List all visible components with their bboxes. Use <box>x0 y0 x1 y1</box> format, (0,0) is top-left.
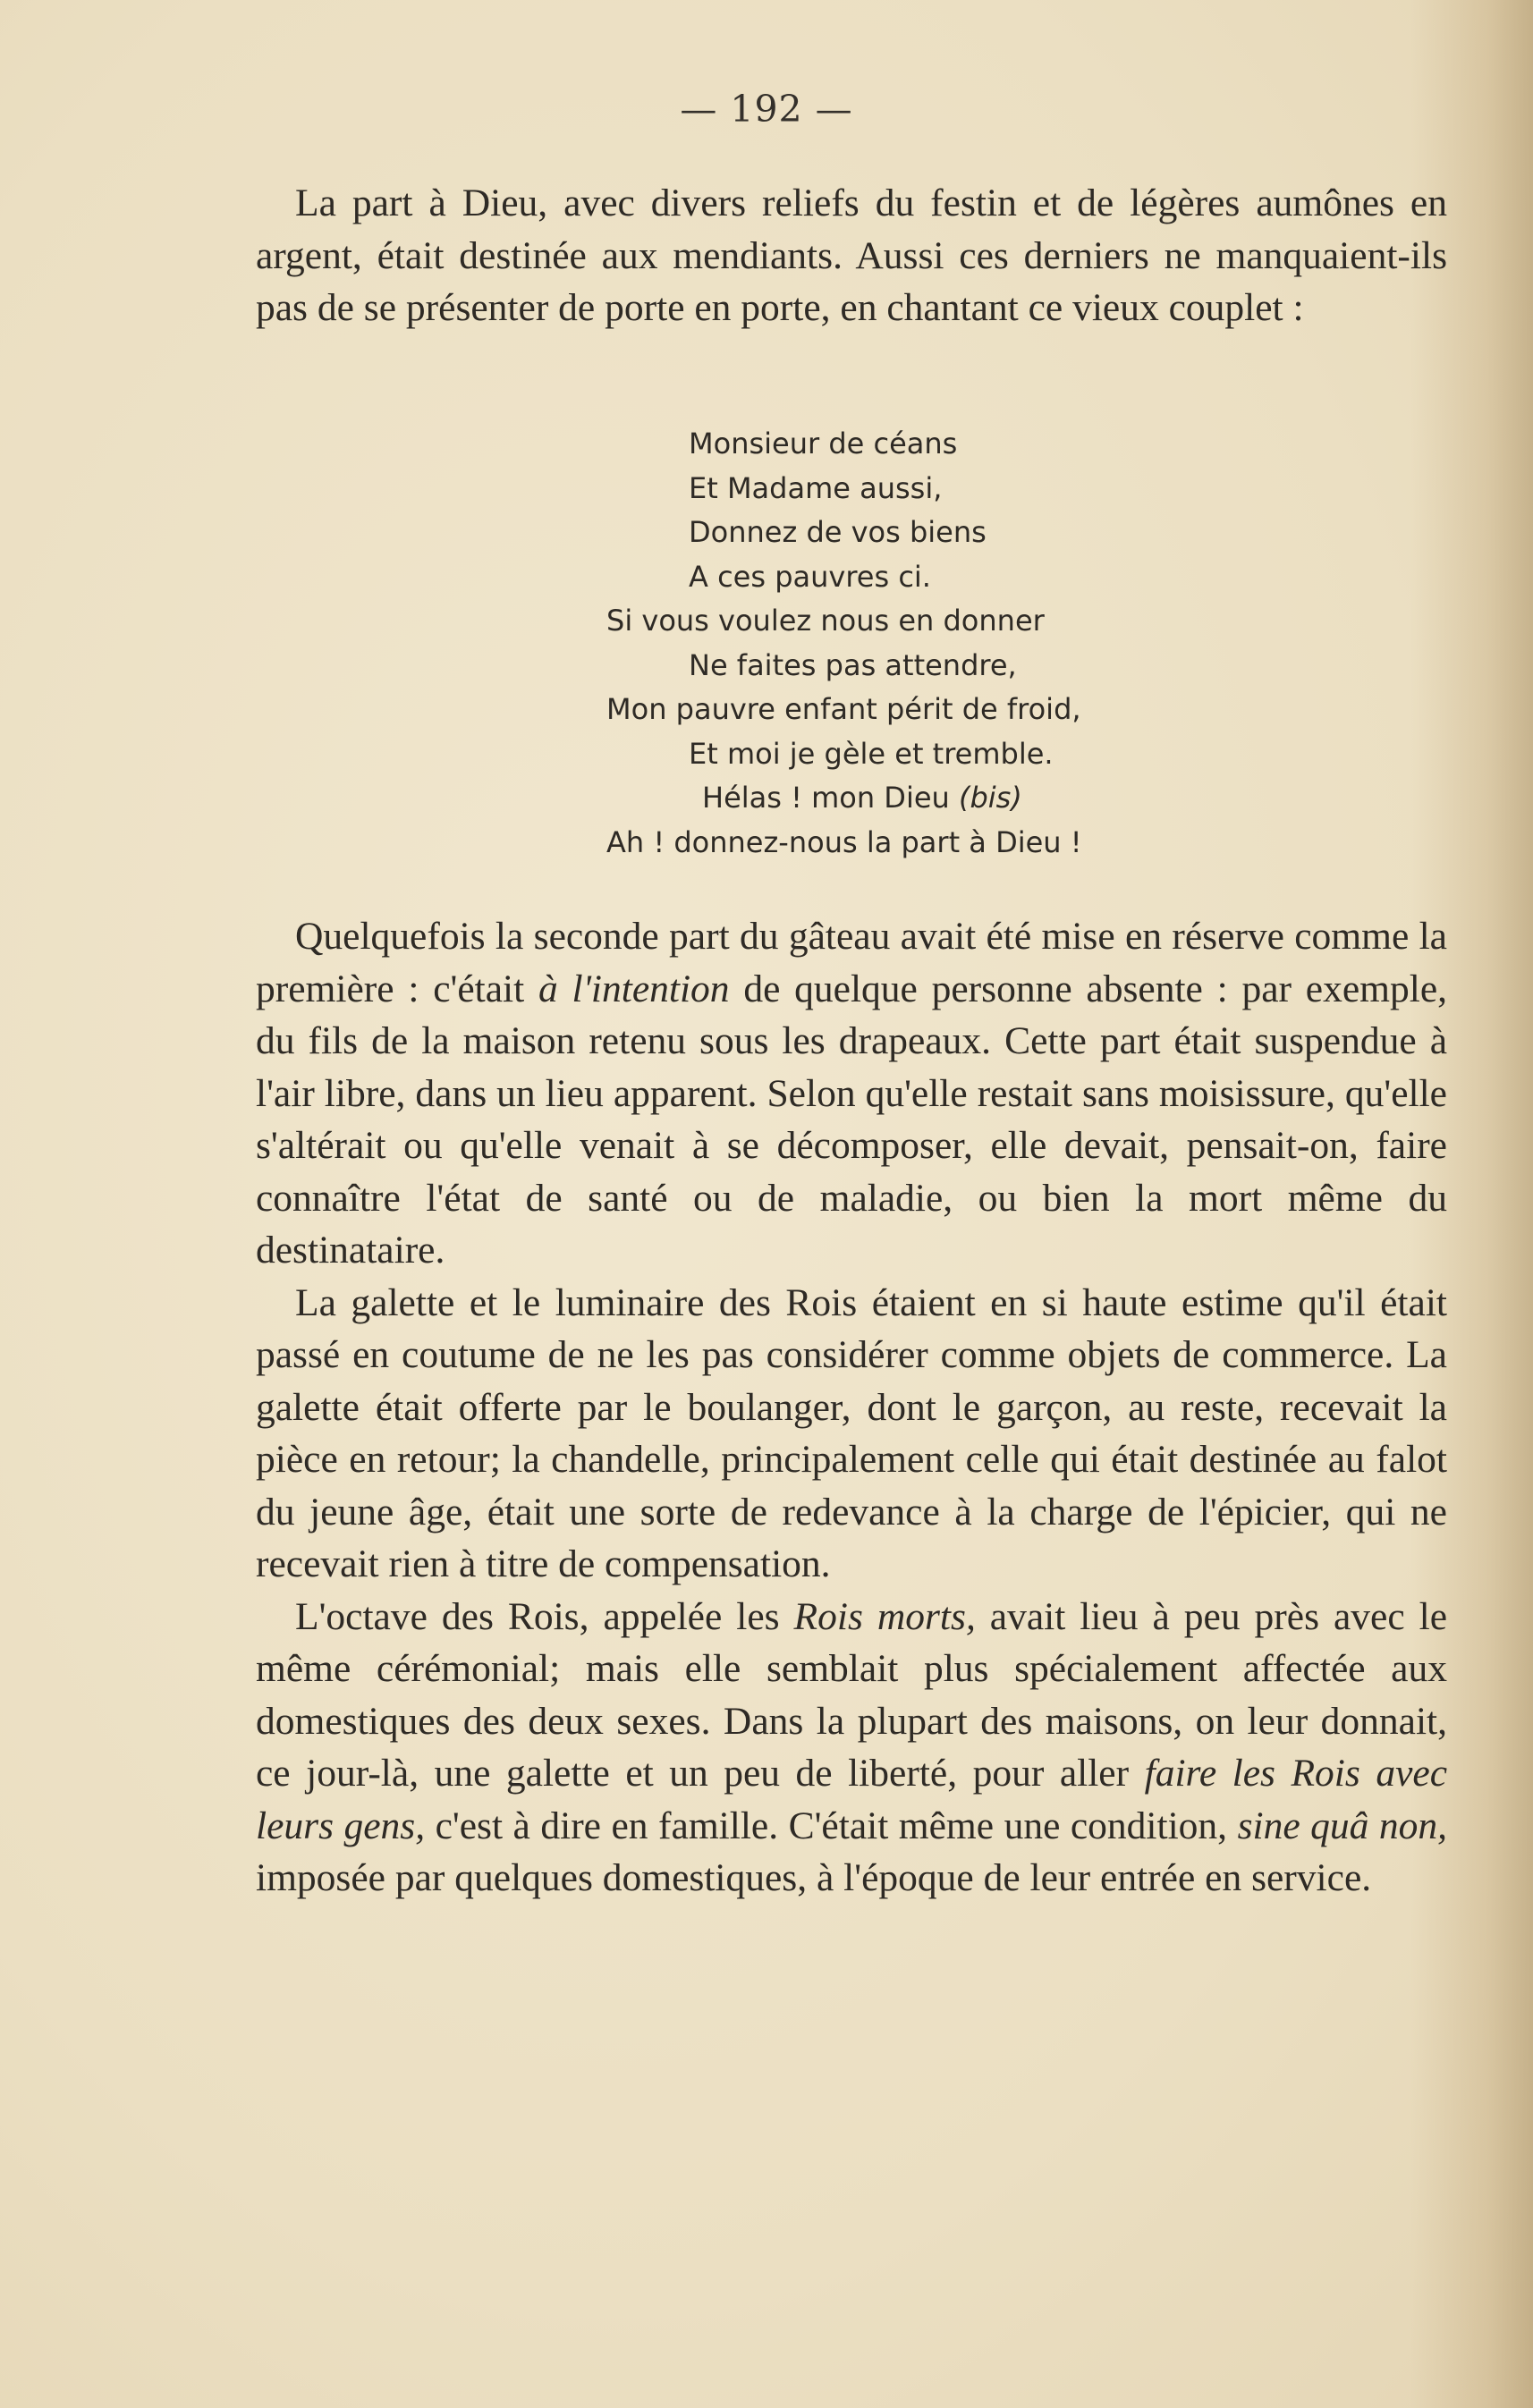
couplet-line-refrain <box>702 776 1022 821</box>
paragraph: La galette et le luminaire des Rois étaient en si haute estime qu'il était passé en coutume de ne les pas considérer comme objets de commerce. La galette était offerte par le boulanger, dont le garçon, au reste, recevait la pièce en retour; la chandelle, principalement celle qui était destinée au falot du jeune âge, était une sorte de redevance à la charge de l'épicier, qui ne recevait rien à titre de compensation. <box>256 1280 1447 1585</box>
italic-phrase: à l'intention <box>538 967 730 1010</box>
couplet-line: Si vous voulez nous en donner <box>606 604 1045 638</box>
paragraph: L'octave des Rois, appelée les Rois morts, avait lieu à peu près avec le même cérémonial; mais elle semblait plus spécialement affectée aux domestiques des deux sexes. Dans la plupart des maisons, on leur donnait, ce jour-là, une galette et un peu de liberté, pour aller faire les Rois avec leurs gens, c'est à dire en famille. C'était même une condition, sine quâ non, imposée par quelques domestiques, à l'époque de leur entrée en service. <box>256 1594 1448 1899</box>
couplet-line: Mon pauvre enfant périt de froid, <box>606 692 1081 726</box>
italic-phrase: Rois morts, <box>793 1594 976 1638</box>
main-text <box>256 910 1447 1905</box>
page-number: — 192 — <box>680 88 853 131</box>
couplet-line: A ces pauvres ci. <box>689 559 931 594</box>
couplet-line: Donnez de vos biens <box>689 515 987 549</box>
couplet-line: Et Madame aussi, <box>689 470 943 505</box>
italic-phrase: sine quâ non, <box>1237 1804 1447 1847</box>
couplet-line: Ah ! donnez-nous la part à Dieu ! <box>606 824 1082 859</box>
italic-phrase: faire les Rois avec leurs gens, <box>256 1752 1447 1847</box>
couplet-refrain-text: Hélas ! mon Dieu <box>702 781 950 815</box>
couplet-line: Et moi je gèle et tremble. <box>689 736 1054 771</box>
couplet-line: Ne faites pas attendre, <box>689 647 1017 682</box>
intro-section <box>256 177 1447 334</box>
intro-paragraph: La part à Dieu, avec divers reliefs du festin et de légères aumônes en argent, était destinée aux mendiants. Aussi ces derniers ne manquaient-ils pas de se présenter de porte en porte, en chantant ce vieux couplet : <box>256 182 1447 329</box>
bis-marker: (bis) <box>958 781 1022 815</box>
paragraph: Quelquefois la seconde part du gâteau avait été mise en réserve comme la première : c'était à l'intention de quelque personne absente : par exemple, du fils de la maison retenu sous les drapeaux. Cette part était suspendue à l'air libre, dans un lieu apparent. Selon qu'elle restait sans moisissure, qu'elle s'altérait ou qu'elle venait à se décomposer, elle devait, pensait-on, faire connaître l'état de santé ou de maladie, ou bien la mort même du destinataire. <box>256 915 1447 1272</box>
couplet-line: Monsieur de céans <box>689 427 958 460</box>
